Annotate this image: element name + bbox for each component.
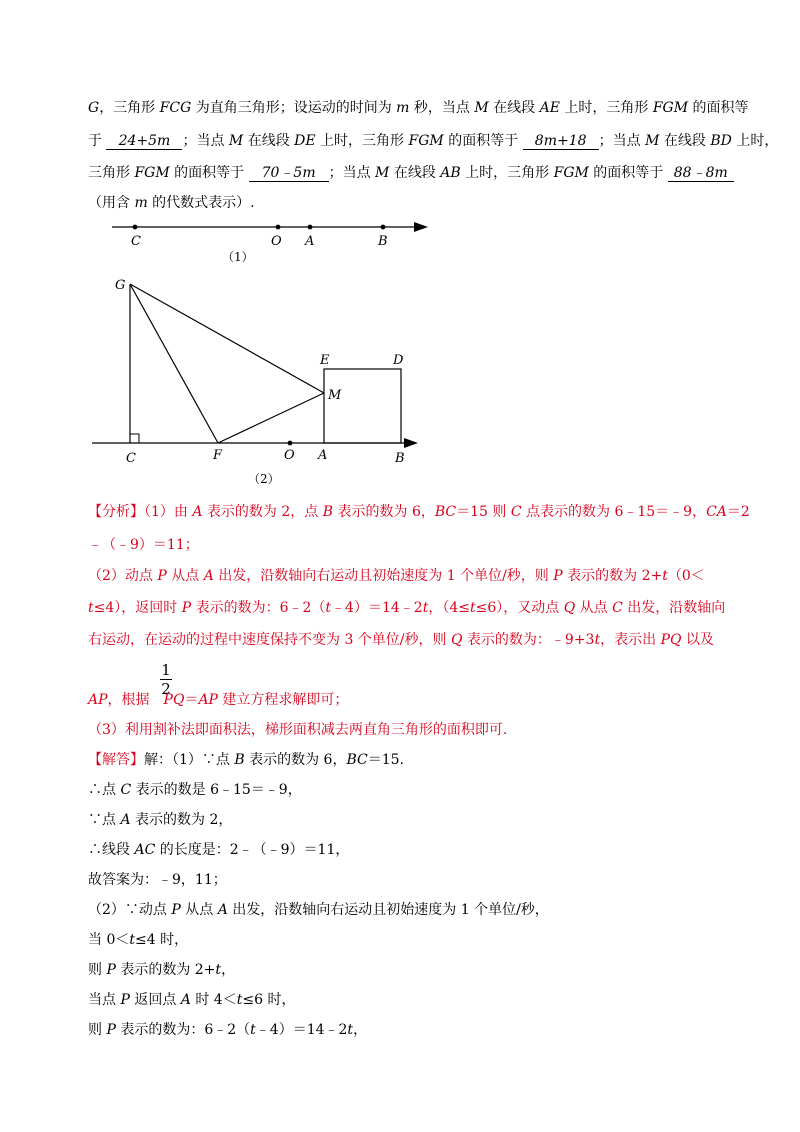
- label-d: D: [393, 353, 404, 368]
- solution-line-10: 则 P 表示的数为：6﹣2（t﹣4）＝14﹣2t，: [88, 1022, 368, 1038]
- figure-2-caption: （2）: [248, 472, 280, 486]
- label-b: B: [378, 234, 388, 249]
- figure-1-caption: （1）: [222, 250, 254, 264]
- label-g: G: [115, 278, 126, 293]
- problem-line-1: G，三角形 FCG 为直角三角形；设运动的时间为 m 秒，当点 M 在线段 AE 上时，三角形 FGM 的面积等: [88, 100, 749, 116]
- answer-blank-1: 24+5m: [106, 133, 182, 150]
- segment-gf: [130, 284, 218, 443]
- label-a-2: A: [318, 448, 328, 463]
- analysis-line-4: t≤4），返回时 P 表示的数为：6﹣2（t﹣4）＝14﹣2t，（4≤t≤6），又动点 Q 从点 C 出发，沿数轴向: [88, 600, 726, 616]
- segment-gm: [130, 284, 324, 393]
- point-c: [133, 225, 138, 230]
- answer-blank-4: 88﹣8m: [668, 165, 734, 182]
- point-a: [308, 225, 313, 230]
- label-e: E: [320, 353, 330, 368]
- figure-1-number-line: [0, 215, 800, 270]
- problem-line-2: 于 24+5m ；当点 M 在线段 DE 上时，三角形 FGM 的面积等于 8m+18 ；当点 M 在线段 BD 上时，: [88, 133, 779, 149]
- analysis-line-2: ﹣（﹣9）＝11；: [88, 537, 199, 553]
- answer-blank-2: 8m+18: [523, 133, 599, 150]
- solution-line-7: 当 0＜t≤4 时，: [88, 932, 189, 948]
- solution-line-4: ∴线段 AC 的长度是：2﹣（﹣9）＝11，: [88, 842, 350, 858]
- solution-line-5: 故答案为：﹣9，11；: [88, 872, 227, 888]
- solution-line-8: 则 P 表示的数为 2+t，: [88, 962, 236, 978]
- label-a: A: [305, 234, 315, 249]
- point-b: [381, 225, 386, 230]
- solution-line-2: ∴点 C 表示的数是 6﹣15＝﹣9，: [88, 782, 302, 798]
- point-o: [276, 225, 281, 230]
- solution-line-9: 当点 P 返回点 A 时 4＜t≤6 时，: [88, 992, 296, 1008]
- square-abde: [324, 369, 401, 443]
- label-b-2: B: [395, 451, 405, 466]
- analysis-line-7: （3）利用割补法即面积法，梯形面积减去两直角三角形的面积即可.: [88, 722, 508, 738]
- right-angle-mark: [130, 434, 139, 443]
- fraction-one-half: 1 2: [161, 661, 171, 698]
- analysis-line-6: AP，根据 PQ＝AP 建立方程求解即可；: [88, 692, 349, 708]
- label-c-2: C: [126, 451, 136, 466]
- solution-line-3: ∵点 A 表示的数为 2，: [88, 812, 233, 828]
- solution-line-1: 【解答】解：（1）∵点 B 表示的数为 6，BC＝15.: [88, 752, 404, 768]
- label-o: O: [271, 234, 282, 249]
- label-c: C: [131, 234, 141, 249]
- answer-blank-3: 70﹣5m: [249, 165, 329, 182]
- figure-2-geometry: [0, 272, 800, 490]
- problem-line-3: 三角形 FGM 的面积等于 70﹣5m ；当点 M 在线段 AB 上时，三角形 FGM 的面积等于 88﹣8m: [88, 163, 734, 183]
- segment-fm: [218, 393, 324, 443]
- problem-line-4: （用含 m 的代数式表示）.: [88, 195, 255, 211]
- analysis-line-5: 右运动，在运动的过程中速度保持不变为 3 个单位/秒，则 Q 表示的数为：﹣9+3t，表示出 PQ 以及: [88, 632, 714, 648]
- solution-line-6: （2）∵动点 P 从点 A 出发，沿数轴向右运动且初始速度为 1 个单位/秒，: [88, 902, 549, 918]
- label-f: F: [213, 448, 223, 463]
- analysis-line-1: 【分析】（1）由 A 表示的数为 2，点 B 表示的数为 6，BC＝15 则 C 点表示的数为 6﹣15＝﹣9，CA＝2: [88, 504, 750, 520]
- label-o-2: O: [284, 448, 295, 463]
- label-m: M: [328, 388, 342, 403]
- analysis-line-3: （2）动点 P 从点 A 出发，沿数轴向右运动且初始速度为 1 个单位/秒，则 P 表示的数为 2+t（0＜: [88, 568, 705, 584]
- point-o-2: [288, 441, 293, 446]
